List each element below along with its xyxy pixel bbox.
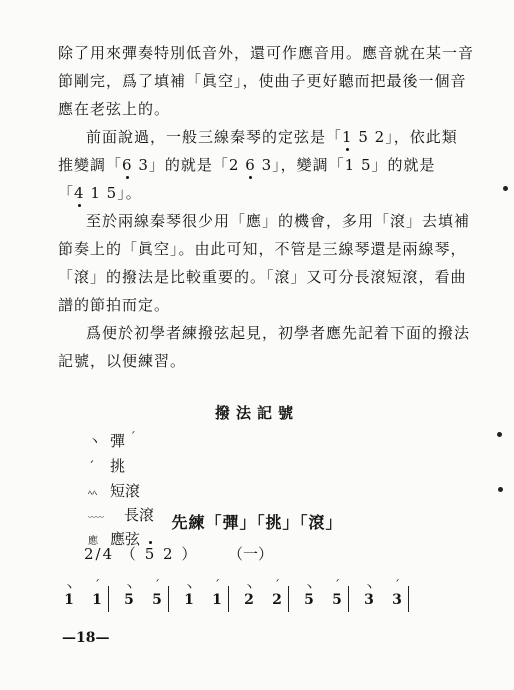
text-line: 譜的節拍而定。 bbox=[58, 296, 171, 314]
pluck-direction-mark: ˊ bbox=[394, 578, 400, 592]
text-line bbox=[86, 126, 458, 147]
score-note: 3 bbox=[392, 592, 402, 608]
notation-digit: 2 bbox=[228, 156, 240, 174]
pluck-direction-mark: ˊ bbox=[154, 578, 160, 592]
notation-digit: 6 bbox=[122, 156, 133, 174]
score-note: 1 bbox=[64, 592, 74, 608]
pluck-direction-mark: ˊ bbox=[214, 578, 220, 592]
meter-text: 2/4 （ bbox=[84, 545, 138, 563]
pluck-direction-mark: 丶 bbox=[242, 580, 255, 594]
pluck-direction-mark: ˊ bbox=[334, 578, 340, 592]
score-note: 5 bbox=[152, 592, 162, 608]
notation-digit: 3 bbox=[261, 156, 273, 174]
score-note: 1 bbox=[212, 592, 222, 608]
upstroke-symbol-icon: ˊ bbox=[88, 460, 95, 475]
pluck-direction-mark: ˊ bbox=[274, 578, 280, 592]
notation-digit: 2 bbox=[163, 545, 175, 563]
legend-label: 挑 bbox=[110, 457, 126, 475]
text-line: 「滾」的撥法是比較重要的。「滾」又可分長滾短滾，看曲 bbox=[58, 268, 467, 286]
legend-item bbox=[88, 480, 140, 501]
text-line: 爲便於初學者練撥弦起見，初學者應先記着下面的撥法 bbox=[86, 324, 471, 342]
scan-speck bbox=[497, 432, 502, 437]
bar-line bbox=[228, 586, 229, 612]
text-line: 記號，以便練習。 bbox=[58, 352, 187, 370]
legend-item bbox=[88, 455, 125, 476]
score-note: 5 bbox=[124, 592, 134, 608]
score-note: 5 bbox=[304, 592, 314, 608]
long-roll-symbol-icon: 〰〰 bbox=[88, 513, 104, 522]
notation-digit: 5 bbox=[360, 156, 372, 174]
score-note: 5 bbox=[332, 592, 342, 608]
section-heading: 撥法記號 bbox=[214, 404, 299, 422]
notation-digit: 5 bbox=[106, 184, 118, 202]
pluck-direction-mark: 丶 bbox=[122, 580, 135, 594]
text-line bbox=[58, 182, 142, 203]
legend-label: 彈 bbox=[110, 432, 126, 450]
notation-digit: 1 bbox=[90, 184, 101, 202]
bar-line bbox=[288, 586, 289, 612]
notation-digit: 6 bbox=[245, 156, 256, 174]
score-note: 1 bbox=[92, 592, 102, 608]
legend-label: 應弦 bbox=[110, 530, 141, 548]
legend-label: 長滾 bbox=[124, 506, 155, 524]
notation-digit: 2 bbox=[374, 128, 386, 146]
pluck-direction-mark: 丶 bbox=[182, 580, 195, 594]
notation-digit: 4 bbox=[74, 184, 85, 202]
bar-line bbox=[348, 586, 349, 612]
echo-string-symbol-icon: 應 bbox=[88, 536, 98, 547]
text-fragment: 」，依此類 bbox=[385, 128, 458, 146]
text-line: 應在老弦上的。 bbox=[58, 100, 171, 118]
text-line: 除了用來彈奏特別低音外，還可作應音用。應音就在某一音 bbox=[58, 44, 475, 62]
text-line: 至於兩線秦琴很少用「應」的機會，多用「滾」去填補 bbox=[86, 212, 471, 230]
text-line bbox=[58, 154, 436, 175]
section-label: （一） bbox=[228, 545, 274, 563]
text-line: 節奏上的「眞空」。由此可知，不管是三線琴還是兩線琴， bbox=[58, 240, 467, 258]
meter-text: ） bbox=[181, 545, 199, 563]
notation-digit: 1 bbox=[342, 128, 353, 146]
notation-digit: 3 bbox=[138, 156, 149, 174]
upstroke-mark: ˊ bbox=[129, 430, 136, 444]
score-note: 1 bbox=[184, 592, 194, 608]
legend-item bbox=[88, 430, 136, 451]
pluck-symbol-icon: 丶 bbox=[88, 435, 102, 450]
score-note: 2 bbox=[244, 592, 254, 608]
bar-line bbox=[408, 586, 409, 612]
exercise-heading: 先練「彈」「挑」「滾」 bbox=[171, 513, 343, 532]
scan-speck bbox=[498, 487, 503, 492]
scan-speck bbox=[503, 186, 508, 191]
notation-digit: 5 bbox=[358, 128, 369, 146]
notation-digit: 5 bbox=[144, 545, 157, 563]
text-fragment: 」的就是「 bbox=[148, 156, 229, 174]
short-roll-symbol-icon: ﾍﾍ bbox=[88, 489, 98, 499]
pluck-direction-mark: 丶 bbox=[302, 580, 315, 594]
text-fragment: 」的就是 bbox=[371, 156, 436, 174]
legend-label: 短滾 bbox=[110, 482, 141, 500]
pluck-direction-mark: 丶 bbox=[62, 580, 75, 594]
text-fragment: 前面說過，一般三線秦琴的定弦是「 bbox=[86, 128, 343, 146]
time-signature bbox=[84, 543, 198, 564]
notation-digit: 1 bbox=[344, 156, 356, 174]
text-fragment: 」，變調「 bbox=[272, 156, 345, 174]
score-note: 2 bbox=[272, 592, 282, 608]
bar-line bbox=[168, 586, 169, 612]
text-fragment: 「 bbox=[58, 184, 75, 202]
page-number: —18— bbox=[62, 630, 110, 646]
text-line: 節剛完，爲了填補「眞空」，使曲子更好聽而把最後一個音 bbox=[58, 72, 467, 90]
pluck-direction-mark: ˊ bbox=[94, 578, 100, 592]
text-fragment: 推變調「 bbox=[58, 156, 123, 174]
score-note: 3 bbox=[364, 592, 374, 608]
pluck-direction-mark: 丶 bbox=[362, 580, 375, 594]
text-fragment: 」。 bbox=[117, 184, 142, 202]
bar-line bbox=[108, 586, 109, 612]
jianpu-score bbox=[62, 578, 422, 618]
